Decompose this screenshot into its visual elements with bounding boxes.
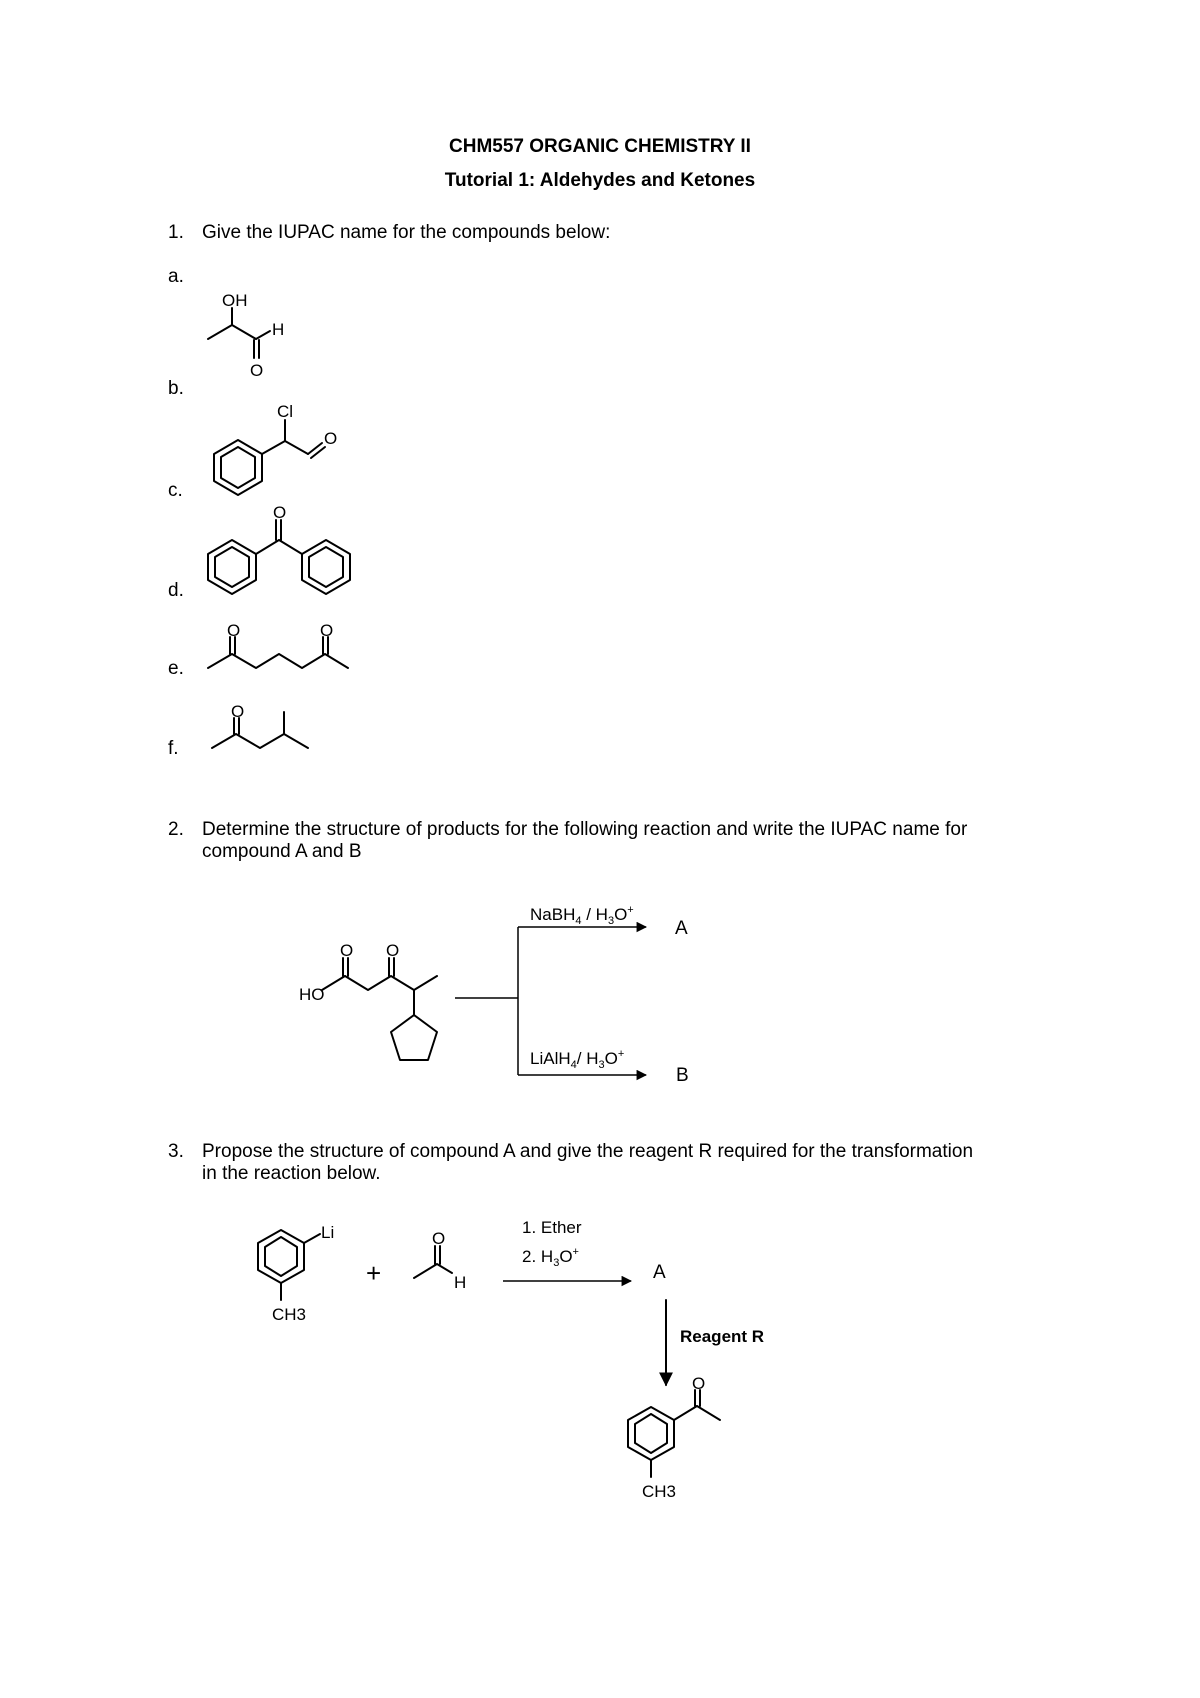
atom-o: O (432, 1229, 446, 1248)
atom-cl: Cl (277, 402, 294, 421)
q3-reactant-acetaldehyde (414, 1229, 466, 1292)
q1-label-a: a. (168, 266, 184, 287)
q3-step1: 1. Ether (522, 1218, 582, 1237)
q2-substrate (299, 941, 437, 1060)
q2-text-line1: Determine the structure of products for the following reaction and write the IUPAC name for (202, 819, 968, 840)
q3-reactant-aryllithium (258, 1223, 334, 1324)
q3-step2: 2. $H_3O^+$ (522, 1246, 579, 1269)
atom-ho: HO (299, 985, 325, 1004)
atom-o: O (250, 361, 264, 380)
structure-1a (208, 291, 284, 380)
q3-text-line2: in the reaction below. (202, 1163, 381, 1184)
atom-o2: O (320, 621, 334, 640)
atom-oh: OH (222, 291, 248, 310)
q1-label-e: e. (168, 658, 184, 679)
structure-1e (212, 702, 308, 748)
q1-text: Give the IUPAC name for the compounds below: (202, 222, 611, 243)
q3-number: 3. (168, 1141, 184, 1162)
structure-1d (208, 621, 348, 668)
atom-o: O (324, 429, 338, 448)
q3-text-line1: Propose the structure of compound A and give the reagent R required for the transformation (202, 1141, 974, 1162)
atom-o1: O (340, 941, 354, 960)
q1-number: 1. (168, 222, 184, 243)
q2-product-a: A (675, 918, 688, 939)
q1-label-c: c. (168, 480, 183, 501)
q2-reagent-bottom: LiAlH$_4$/ $H_3O^+$ (530, 1048, 625, 1071)
q3-reagent-r: Reagent R (680, 1327, 765, 1346)
q2-product-b: B (676, 1065, 689, 1086)
q1-label-f: f. (168, 738, 179, 759)
q1-label-d: d. (168, 580, 184, 601)
q2-text-line2: compound A and B (202, 841, 362, 862)
course-title: CHM557 ORGANIC CHEMISTRY II (449, 136, 751, 157)
q3-plus-sign: + (366, 1258, 382, 1288)
atom-h: H (454, 1273, 467, 1292)
structure-1b (214, 402, 337, 495)
q3-product (628, 1374, 720, 1501)
atom-o: O (692, 1374, 706, 1393)
atom-h: H (272, 320, 285, 339)
q2-number: 2. (168, 819, 184, 840)
atom-o: O (273, 503, 287, 522)
tutorial-title: Tutorial 1: Aldehydes and Ketones (444, 170, 756, 191)
atom-ch3: CH3 (272, 1305, 307, 1324)
q1-label-b: b. (168, 378, 184, 399)
atom-o2: O (386, 941, 400, 960)
atom-o: O (231, 702, 245, 721)
structure-1c (208, 503, 350, 594)
atom-li: Li (321, 1223, 335, 1242)
atom-o1: O (227, 621, 241, 640)
atom-ch3: CH3 (642, 1482, 677, 1501)
q2-reagent-top: NaBH$_4$ / $H_3O^+$ (530, 904, 634, 927)
q3-compound-a: A (653, 1262, 666, 1283)
